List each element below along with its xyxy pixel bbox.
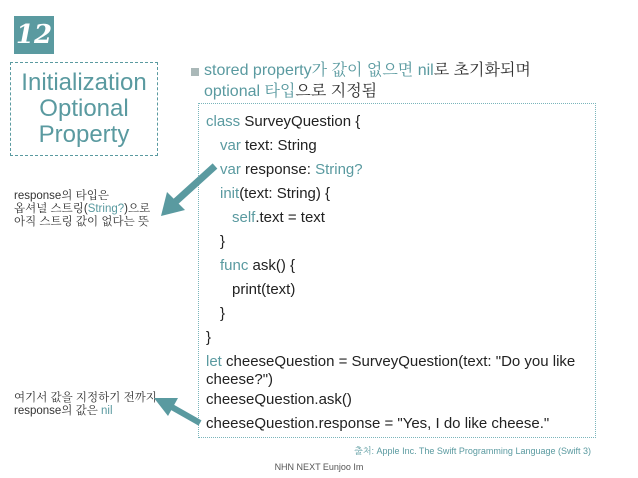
note-nil-value [14, 392, 157, 418]
code-line-3 [220, 160, 363, 179]
note-type: String? [87, 203, 125, 215]
code-keyword: var [220, 161, 241, 178]
code-line-4 [220, 184, 330, 203]
code-text: response: [240, 161, 316, 178]
note-response-type [14, 190, 150, 229]
code-line-8: print(text) [232, 281, 296, 298]
code-line-10: } [206, 329, 212, 346]
footer-author: NHN NEXT Eunjoo Im [274, 462, 364, 472]
code-block [198, 103, 596, 438]
code-line-11 [206, 352, 575, 371]
arrow-to-response-assignment-icon [150, 392, 205, 432]
code-line-7 [220, 256, 295, 275]
code-line-6: } [220, 233, 226, 250]
code-line-14: cheeseQuestion.response = "Yes, I do like cheese." [206, 415, 550, 432]
code-text: .text = text [255, 209, 325, 226]
code-line-2 [220, 136, 317, 155]
code-text: text: String [240, 137, 317, 154]
code-line-1 [206, 112, 360, 131]
code-text: (text: String) { [239, 185, 331, 202]
code-type: String? [315, 161, 363, 178]
bullet-nil: nil [417, 62, 434, 79]
note-text: response의 값은 [14, 405, 102, 417]
bullet-line1-c: 로 초기화되며 [433, 62, 531, 79]
note-nil: nil [101, 405, 113, 417]
bullet-text [204, 60, 604, 102]
code-keyword: func [220, 257, 249, 274]
slide-number-badge [14, 16, 54, 54]
note-bottom-line-2 [14, 405, 157, 418]
slide-title-box [10, 62, 158, 156]
code-line-5 [232, 208, 325, 227]
note-top-line-1: response의 타입은 [14, 190, 109, 202]
code-line-13: cheeseQuestion.ask() [206, 391, 352, 408]
bullet-line1-a: stored property가 값이 없으면 [204, 62, 418, 79]
code-keyword: init [220, 185, 240, 202]
note-text: )으로 [124, 203, 151, 215]
note-top-line-3: 아직 스트링 값이 없다는 뜻 [14, 216, 149, 228]
code-keyword: var [220, 137, 241, 154]
arrow-to-response-icon [155, 160, 225, 220]
source-credit: 출처: Apple Inc. The Swift Programming Language (Swift 3) [354, 446, 591, 456]
code-text: ask() { [248, 257, 296, 274]
bullet-line2-b: 으로 지정됨 [295, 83, 378, 100]
slide-number: 12 [15, 20, 53, 50]
bullet-line-2 [204, 81, 604, 102]
bullet-line2-a: optional 타입 [204, 83, 296, 100]
code-keyword: class [206, 113, 241, 130]
code-text: SurveyQuestion { [240, 113, 361, 130]
note-bottom-line-1: 여기서 값을 지정하기 전까지 [14, 392, 157, 404]
bullet-line-1 [204, 60, 604, 81]
code-text: cheeseQuestion = SurveyQuestion(text: "Do you like [221, 353, 576, 370]
title-line-1: Initialization [21, 69, 147, 96]
title-line-2: Optional [39, 95, 129, 122]
bullet-marker [191, 68, 199, 76]
code-keyword: self [232, 209, 256, 226]
code-line-9: } [220, 305, 226, 322]
title-line-3: Property [38, 121, 130, 148]
code-keyword: let [206, 353, 222, 370]
code-line-12: cheese?") [206, 371, 274, 388]
note-top-line-2 [14, 203, 150, 216]
note-text: 옵셔널 스트링( [14, 203, 88, 215]
